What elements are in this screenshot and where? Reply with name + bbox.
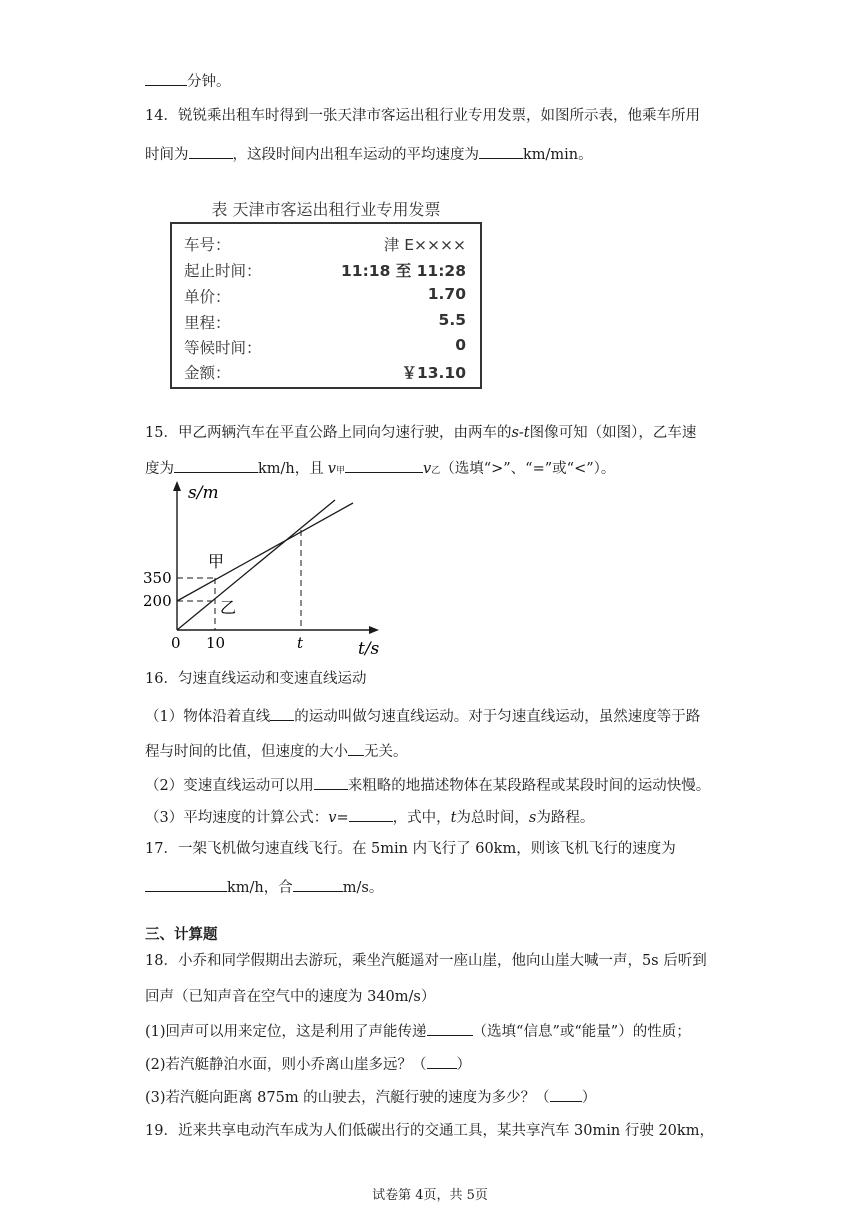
question-14-line-1: 14．锐锐乘出租车时得到一张天津市客运出租行业专用发票，如图所示表，他乘车所用 xyxy=(145,108,700,124)
invoice-value: 0 xyxy=(455,336,466,354)
question-16-1-line-1: （1）物体沿着直线 的运动叫做匀速直线运动。对于匀速直线运动，虽然速度等于路 xyxy=(145,705,700,727)
answer-blank[interactable] xyxy=(349,806,393,822)
y-axis-arrow xyxy=(173,481,181,491)
invoice-value: ￥13.10 xyxy=(401,364,466,382)
invoice-title: 表 天津市客运出租行业专用发票 xyxy=(211,200,441,219)
section-heading: 三、计算题 xyxy=(145,926,218,943)
answer-blank[interactable] xyxy=(189,143,233,159)
answer-blank[interactable] xyxy=(145,876,227,892)
invoice-row xyxy=(184,336,466,360)
answer-blank[interactable] xyxy=(174,457,258,473)
answer-blank[interactable] xyxy=(479,143,523,159)
invoice-row xyxy=(184,311,466,335)
question-19-line-1: 19．近来共享电动汽车成为人们低碳出行的交通工具，某共享汽车 30min 行驶 20km， xyxy=(145,1123,714,1139)
line-jia xyxy=(177,503,353,601)
question-18-line-2: 回声（已知声音在空气中的速度为 340m/s） xyxy=(145,989,436,1005)
question-15-line-2: 度为 km/h，且 v甲 v乙（选填“>”、“=”或“<”）。 xyxy=(145,457,615,481)
x-tick-10: 10 xyxy=(206,634,226,652)
invoice-row xyxy=(184,233,466,257)
answer-blank[interactable] xyxy=(270,705,294,721)
x-axis-arrow xyxy=(369,626,379,634)
y-tick-200: 200 xyxy=(143,592,172,610)
question-16-2: （2）变速直线运动可以用 来粗略的地描述物体在某段路程或某段时间的运动快慢。 xyxy=(145,774,710,796)
invoice-key: 金额： xyxy=(184,364,231,382)
y-axis-label: s/m xyxy=(188,483,219,503)
question-16-title: 16．匀速直线运动和变速直线运动 xyxy=(145,671,367,687)
answer-blank[interactable] xyxy=(427,1020,473,1036)
answer-blank[interactable] xyxy=(427,1053,457,1069)
invoice-value: 1.70 xyxy=(427,285,466,303)
invoice-table xyxy=(170,222,482,389)
invoice-row xyxy=(184,285,466,309)
line-yi xyxy=(177,500,335,630)
invoice-key: 起止时间： xyxy=(184,262,262,280)
invoice-row xyxy=(184,259,466,283)
question-18-1: (1)回声可以用来定位，这是利用了声能传递 （选填“信息”或“能量”）的性质； xyxy=(145,1020,691,1042)
question-18-line-1: 18．小乔和同学假期出去游玩，乘坐汽艇遥对一座山崖，他向山崖大喊一声，5s 后听到 xyxy=(145,953,707,969)
y-tick-350: 350 xyxy=(143,569,172,587)
s-t-graph xyxy=(140,478,390,658)
answer-blank[interactable] xyxy=(348,740,364,756)
answer-blank[interactable] xyxy=(314,774,348,790)
x-axis-label: t/s xyxy=(358,639,380,658)
answer-blank[interactable] xyxy=(293,876,343,892)
question-17-line-2: km/h，合 m/s。 xyxy=(145,876,383,898)
invoice-key: 单价： xyxy=(184,288,231,306)
page-footer: 试卷第 4页，共 5页 xyxy=(372,1188,488,1203)
answer-blank[interactable] xyxy=(550,1086,582,1102)
answer-blank[interactable] xyxy=(345,457,423,473)
line-jia-label: 甲 xyxy=(208,552,225,571)
origin-label: 0 xyxy=(171,634,181,652)
invoice-value: 津 E×××× xyxy=(383,236,466,254)
question-16-3: （3）平均速度的计算公式：v= ，式中，t为总时间，s为路程。 xyxy=(145,806,594,828)
question-18-2: (2)若汽艇静泊水面，则小乔离山崖多远？（ ） xyxy=(145,1053,471,1075)
answer-blank[interactable] xyxy=(145,70,187,86)
invoice-key: 等候时间： xyxy=(184,339,262,357)
x-tick-t: t xyxy=(297,634,304,652)
question-14-line-2: 时间为 ，这段时间内出租车运动的平均速度为 km/min。 xyxy=(145,143,593,165)
invoice-row xyxy=(184,361,466,385)
invoice-key: 车号： xyxy=(184,236,231,254)
line-yi-label: 乙 xyxy=(220,598,237,617)
question-16-1-line-2: 程与时间的比值，但速度的大小 无关。 xyxy=(145,740,408,762)
line-0: 分钟。 xyxy=(145,70,231,92)
question-17-line-1: 17．一架飞机做匀速直线飞行。在 5min 内飞行了 60km，则该飞机飞行的速度为 xyxy=(145,841,676,857)
invoice-value: 11:18 至 11:28 xyxy=(341,262,466,280)
invoice-value: 5.5 xyxy=(438,311,466,329)
invoice-key: 里程： xyxy=(184,314,231,332)
question-18-3: (3)若汽艇向距离 875m 的山驶去，汽艇行驶的速度为多少？（ ） xyxy=(145,1086,596,1108)
question-15-line-1: 15．甲乙两辆汽车在平直公路上同向匀速行驶，由两车的s-t图像可知（如图），乙车速 xyxy=(145,425,697,441)
